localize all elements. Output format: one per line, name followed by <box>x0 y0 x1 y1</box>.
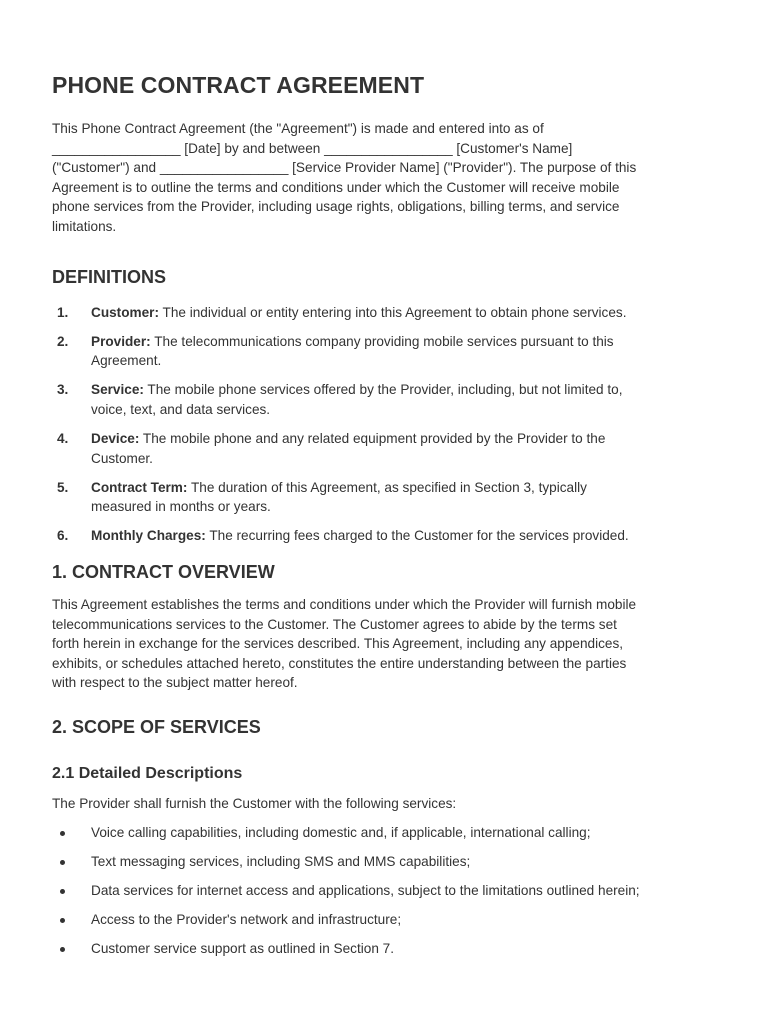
intro-line: _________________ [Date] by and between _________________ [Customer's Name] <box>52 140 573 156</box>
definition-term: Provider: <box>91 333 151 349</box>
definition-number: 4. <box>57 431 69 447</box>
bullet-dot-icon <box>60 860 65 865</box>
definition-number: 5. <box>57 479 69 495</box>
overview-line: telecommunications services to the Customer. The Customer agrees to abide by the terms set <box>52 616 617 632</box>
definition-text: The mobile phone and any related equipment provided by the Provider to the <box>139 431 606 447</box>
scope-of-services-heading: 2. SCOPE OF SERVICES <box>52 716 261 737</box>
definition-term: Customer: <box>91 304 159 320</box>
definition-item <box>52 526 724 546</box>
definition-number: 1. <box>57 304 69 320</box>
definition-item <box>52 303 724 323</box>
definition-term: Contract Term: <box>91 479 188 495</box>
definition-text: The telecommunications company providing mobile services pursuant to this <box>150 333 614 349</box>
definition-item <box>52 332 724 371</box>
intro-line: This Phone Contract Agreement (the "Agreement") is made and entered into as of <box>52 121 544 136</box>
definition-text: Customer. <box>91 450 153 466</box>
document-page <box>52 70 724 969</box>
intro-line: Agreement is to outline the terms and conditions under which the Customer will receive mobile <box>52 179 620 195</box>
document-title: PHONE CONTRACT AGREEMENT <box>52 72 425 98</box>
definitions-list <box>52 303 724 546</box>
definition-text: measured in months or years. <box>91 499 271 515</box>
definition-item <box>52 380 724 419</box>
overview-line: forth herein in exchange for the services described. This Agreement, including any appendices, <box>52 636 624 652</box>
intro-paragraph <box>52 119 724 237</box>
definition-term: Service: <box>91 382 144 398</box>
overview-line: exhibits, or schedules attached hereto, constitutes the entire understanding between the parties <box>52 655 627 671</box>
service-bullet: Access to the Provider's network and infrastructure; <box>52 910 724 930</box>
overview-line: with respect to the subject matter hereof. <box>52 675 298 691</box>
service-bullet: Customer service support as outlined in Section 7. <box>52 939 724 959</box>
intro-line: phone services from the Provider, including usage rights, obligations, billing terms, and service <box>52 199 620 215</box>
definition-number: 3. <box>57 382 69 398</box>
contract-overview-heading: 1. CONTRACT OVERVIEW <box>52 562 275 582</box>
service-bullet: Text messaging services, including SMS and MMS capabilities; <box>52 852 724 872</box>
intro-line: limitations. <box>52 218 117 234</box>
service-bullet: Data services for internet access and applications, subject to the limitations outlined herein; <box>52 881 724 901</box>
definition-number: 6. <box>57 528 69 544</box>
definition-number: 2. <box>57 333 69 349</box>
bullet-dot-icon <box>60 889 65 894</box>
detailed-descriptions-heading: 2.1 Detailed Descriptions <box>52 764 243 782</box>
definition-term: Monthly Charges: <box>91 528 206 544</box>
service-bullet: Voice calling capabilities, including domestic and, if applicable, international calling; <box>52 823 724 843</box>
intro-line: ("Customer") and _________________ [Service Provider Name] ("Provider"). The purpose of this <box>52 160 637 176</box>
scope-lead-text: The Provider shall furnish the Customer with the following services: <box>52 795 457 811</box>
bullet-dot-icon <box>60 947 65 952</box>
definition-item <box>52 478 724 517</box>
definition-text: The individual or entity entering into this Agreement to obtain phone services. <box>158 304 627 320</box>
contract-overview-paragraph <box>52 595 724 693</box>
services-list <box>52 823 724 959</box>
definition-term: Device: <box>91 431 140 447</box>
definition-text: Agreement. <box>91 353 162 369</box>
bullet-dot-icon <box>60 918 65 923</box>
bullet-dot-icon <box>60 831 65 836</box>
definition-text: The duration of this Agreement, as specified in Section 3, typically <box>187 479 587 495</box>
definitions-heading: DEFINITIONS <box>52 266 167 287</box>
definition-text: The mobile phone services offered by the Provider, including, but not limited to, <box>143 382 623 398</box>
definition-item <box>52 429 724 468</box>
definition-text: voice, text, and data services. <box>91 401 271 417</box>
definition-text: The recurring fees charged to the Customer for the services provided. <box>205 528 629 544</box>
overview-line: This Agreement establishes the terms and conditions under which the Provider will furnish mobile <box>52 597 637 612</box>
